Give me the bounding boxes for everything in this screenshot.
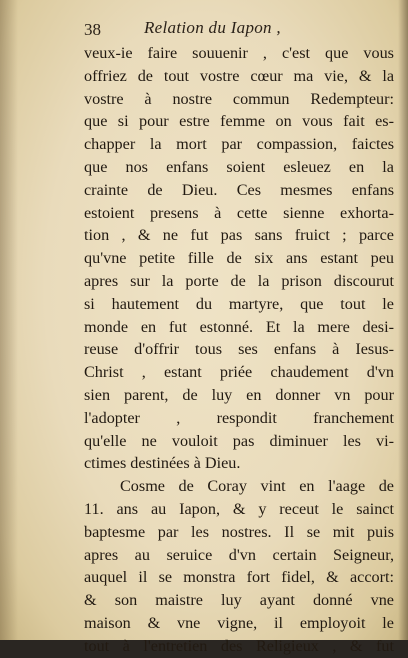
text-line: qu'elle ne vouloit pas diminuer les vi- — [84, 431, 394, 450]
text-line: baptesme par les nostres. Il se mit puis — [84, 522, 394, 541]
text-line: 11. ans au Iapon, & y receut le sainct — [84, 499, 394, 518]
text-line: & son maistre luy ayant donné vne — [84, 591, 394, 610]
text-line: Christ , estant priée chaudement d'vn — [84, 363, 394, 382]
text-line: crainte de Dieu. Ces mesmes enfans — [84, 180, 394, 199]
text-line: offriez de tout vostre cœur ma vie, & la — [84, 66, 394, 85]
text-line: apres sur la porte de la prison discourut — [84, 271, 394, 290]
text-line: sien parent, de luy en donner vn pour — [84, 385, 394, 404]
text-line: tion , & ne fut pas sans fruict ; parce — [84, 226, 394, 245]
text-line: l'adopter , respondit franchement — [84, 408, 394, 427]
text-line: auquel il se monstra fort fidel, & accort: — [84, 568, 394, 587]
page-number: 38 — [84, 20, 101, 39]
text-line: ctimes destinées à Dieu. — [84, 454, 241, 473]
text-line: monde en fut estonné. Et la mere desi- — [84, 317, 394, 336]
text-line: que si pour estre femme on vous fait es- — [84, 112, 394, 131]
paragraph-start-line: Cosme de Coray vint en l'aage de — [120, 477, 394, 496]
text-line: estoient presens à cette sienne exhorta- — [84, 203, 394, 222]
running-title: Relation du Iapon , — [144, 18, 281, 37]
text-line: si hautement du martyre, que tout le — [84, 294, 394, 313]
page-header — [84, 14, 384, 42]
text-line: vostre à nostre commun Redempteur: — [84, 89, 394, 108]
text-line: qu'vne petite fille de six ans estant peu — [84, 249, 394, 268]
text-line: que nos enfans soient esleuez en la — [84, 157, 394, 176]
text-line: maison & vne vigne, il employoit le — [84, 613, 394, 632]
text-line: reuse d'offrir tous ses enfans à Iesus- — [84, 340, 394, 359]
body-text — [84, 42, 394, 658]
text-line: chapper la mort par compassion, faictes — [84, 135, 394, 154]
text-line: apres au seruice d'vn certain Seigneur, — [84, 545, 394, 564]
text-line: tout à l'entretien des Religieux , & fut — [84, 636, 394, 655]
text-line: veux-ie faire souuenir , c'est que vous — [84, 44, 394, 62]
